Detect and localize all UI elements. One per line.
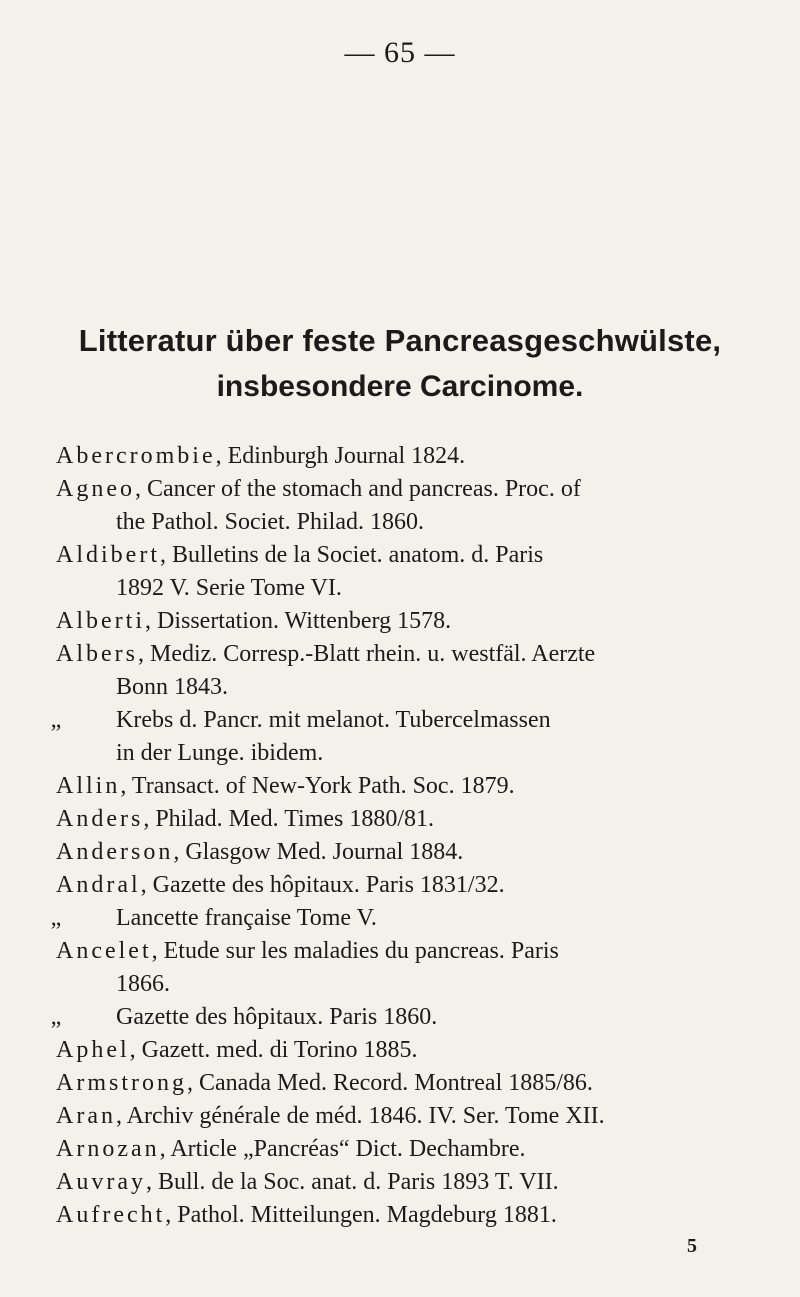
- entry-text: Glasgow Med. Journal 1884.: [185, 839, 464, 865]
- entry-text: Lancette française Tome V.: [116, 905, 377, 931]
- entry-text: Krebs d. Pancr. mit melanot. Tubercelmassen: [116, 707, 551, 733]
- entry-text: Dissertation. Wittenberg 1578.: [156, 608, 452, 634]
- ditto-mark: „: [50, 905, 62, 931]
- bibliography-entry: Allin, Transact. of New-York Path. Soc. 1879.: [56, 773, 515, 799]
- entry-text-continued: Bonn 1843.: [116, 674, 229, 700]
- bibliography-entry: Armstrong, Canada Med. Record. Montreal 1885/86.: [56, 1070, 593, 1096]
- bibliography-entry: [50, 902, 776, 935]
- bibliography-entry: [50, 1001, 776, 1034]
- entry-text-continued: 1866.: [116, 971, 170, 997]
- bibliography-entry: Albers, Mediz. Corresp.-Blatt rhein. u. westfäl. Aerzte Bonn 1843.: [56, 641, 596, 700]
- bibliography-entry: Aufrecht, Pathol. Mitteilungen. Magdeburg 1881.: [56, 1202, 557, 1228]
- author-name: Ancelet: [56, 938, 152, 964]
- bibliography-entry: Anders, Philad. Med. Times 1880/81.: [56, 806, 435, 832]
- bibliography-entry: Aldibert, Bulletins de la Societ. anatom. d. Paris 1892 V. Serie Tome VI.: [56, 542, 544, 601]
- section-heading: [0, 318, 800, 410]
- ditto-mark: „: [50, 1004, 62, 1030]
- bibliography-entry: Anderson, Glasgow Med. Journal 1884.: [56, 839, 464, 865]
- author-name: Aphel: [56, 1037, 130, 1063]
- entry-text: Bulletins de la Societ. anatom. d. Paris: [171, 542, 544, 568]
- bibliography-entry: Abercrombie, Edinburgh Journal 1824.: [56, 443, 466, 469]
- author-name: Auvray: [56, 1169, 146, 1195]
- entry-text: Philad. Med. Times 1880/81.: [155, 806, 435, 832]
- entry-text-continued: 1892 V. Serie Tome VI.: [116, 575, 342, 601]
- entry-text: Canada Med. Record. Montreal 1885/86.: [199, 1070, 593, 1096]
- author-name: Abercrombie: [56, 443, 216, 469]
- bibliography-entry: Alberti, Dissertation. Wittenberg 1578.: [56, 608, 452, 634]
- ditto-mark: „: [50, 707, 62, 733]
- signature-mark: 5: [687, 1235, 697, 1257]
- bibliography-entry: Auvray, Bull. de la Soc. anat. d. Paris 1893 T. VII.: [56, 1169, 559, 1195]
- author-name: Anderson: [56, 839, 174, 865]
- bibliography-entry: Andral, Gazette des hôpitaux. Paris 1831/32.: [56, 872, 505, 898]
- entry-text: Archiv générale de méd. 1846. IV. Ser. Tome XII.: [126, 1103, 605, 1129]
- entry-text: Article „Pancréas“ Dict. Dechambre.: [170, 1136, 526, 1162]
- entry-text: Transact. of New-York Path. Soc. 1879.: [131, 773, 515, 799]
- entry-text-continued: in der Lunge. ibidem.: [116, 740, 324, 766]
- author-name: Armstrong: [56, 1070, 187, 1096]
- entry-text-continued: the Pathol. Societ. Philad. 1860.: [116, 509, 424, 535]
- bibliography-entry: Aran, Archiv générale de méd. 1846. IV. Ser. Tome XII.: [56, 1103, 605, 1129]
- entry-text: Pathol. Mitteilungen. Magdeburg 1881.: [177, 1202, 557, 1228]
- entry-text: Etude sur les maladies du pancreas. Paris: [163, 938, 559, 964]
- heading-line-1: Litteratur über feste Pancreasgeschwülste,: [78, 323, 722, 358]
- bibliography-entry: [50, 704, 776, 770]
- bibliography-entry: Aphel, Gazett. med. di Torino 1885.: [56, 1037, 418, 1063]
- author-name: Agneo: [56, 476, 135, 502]
- heading-line-2: insbesondere Carcinome.: [216, 370, 584, 403]
- entry-text: Gazett. med. di Torino 1885.: [141, 1037, 418, 1063]
- bibliography-list: [50, 440, 776, 1232]
- author-name: Aran: [56, 1103, 116, 1129]
- bibliography-entry: Agneo, Cancer of the stomach and pancreas. Proc. of the Pathol. Societ. Philad. 1860.: [56, 476, 581, 535]
- author-name: Alberti: [56, 608, 145, 634]
- author-name: Albers: [56, 641, 138, 667]
- entry-text: Gazette des hôpitaux. Paris 1860.: [116, 1004, 438, 1030]
- entry-text: Mediz. Corresp.-Blatt rhein. u. westfäl. Aerzte: [149, 641, 596, 667]
- bibliography-entry: Ancelet, Etude sur les maladies du pancreas. Paris 1866.: [56, 938, 559, 997]
- entry-text: Gazette des hôpitaux. Paris 1831/32.: [152, 872, 505, 898]
- entry-text: Bull. de la Soc. anat. d. Paris 1893 T. VII.: [157, 1169, 559, 1195]
- bibliography-entry: Arnozan, Article „Pancréas“ Dict. Dechambre.: [56, 1136, 526, 1162]
- entry-text: Edinburgh Journal 1824.: [227, 443, 466, 469]
- author-name: Andral: [56, 872, 141, 898]
- author-name: Allin: [56, 773, 121, 799]
- entry-text: Cancer of the stomach and pancreas. Proc. of: [146, 476, 581, 502]
- author-name: Aufrecht: [56, 1202, 166, 1228]
- author-name: Aldibert: [56, 542, 160, 568]
- author-name: Arnozan: [56, 1136, 160, 1162]
- page-number: — 65 —: [344, 36, 456, 69]
- author-name: Anders: [56, 806, 144, 832]
